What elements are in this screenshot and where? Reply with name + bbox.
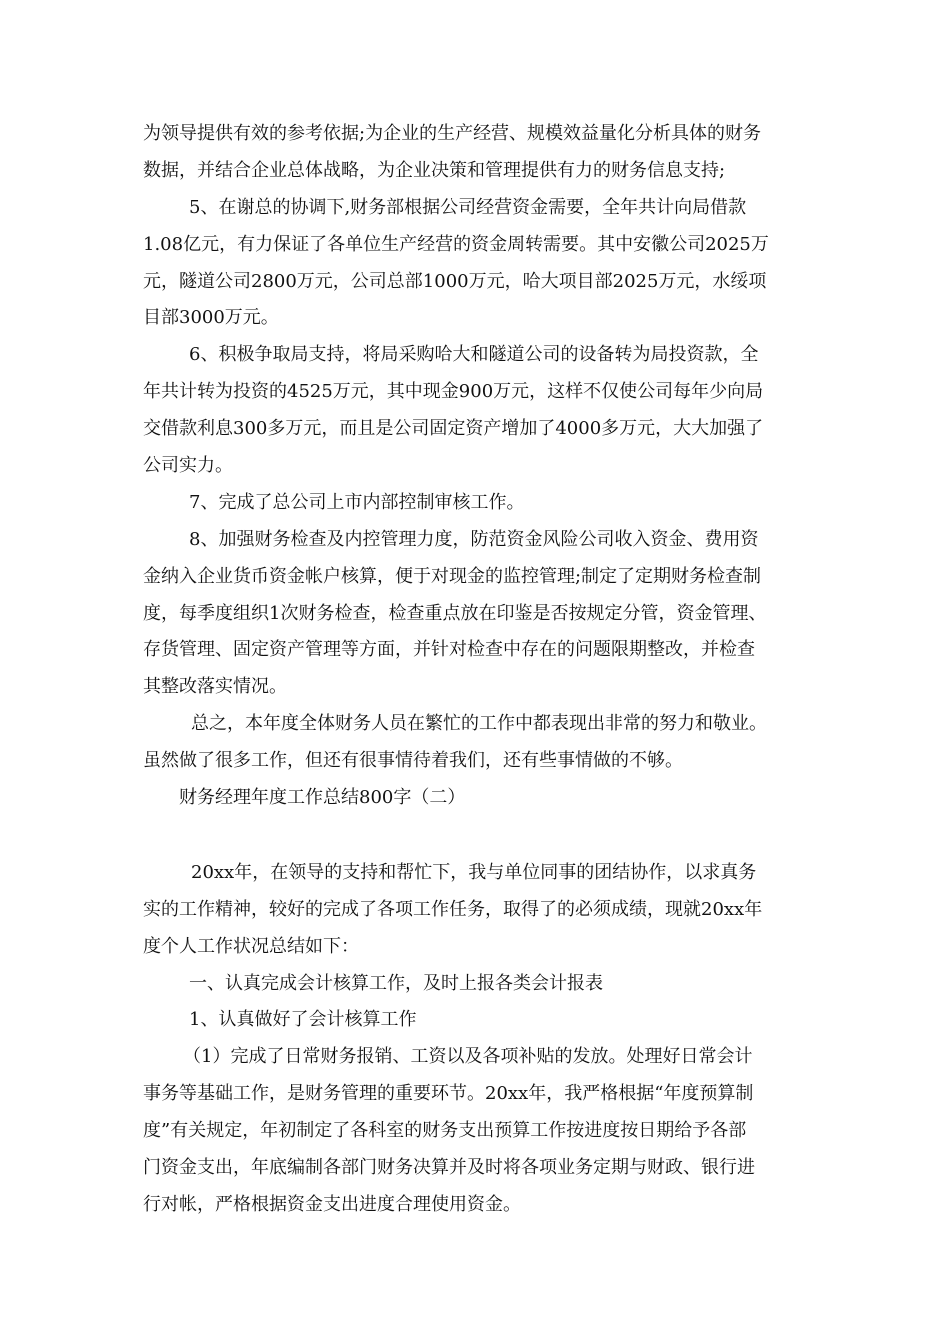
subheading-1: 一、认真完成会计核算工作，及时上报各类会计报表 xyxy=(189,972,603,994)
text-line: 虽然做了很多工作，但还有很事情待着我们，还有些事情做的不够。 xyxy=(143,750,683,772)
text-line-item-1-1: （1）完成了日常财务报销、工资以及各项补贴的发放。处理好日常会计 xyxy=(183,1046,753,1068)
text-line: 元，隧道公司2800万元，公司总部1000万元，哈大项目部2025万元，水绥项 xyxy=(143,270,767,292)
text-line-item-6: 6、积极争取局支持，将局采购哈大和隧道公司的设备转为局投资款，全 xyxy=(189,344,759,366)
text-line: 度”有关规定，年初制定了各科室的财务支出预算工作按进度按日期给予各部 xyxy=(143,1120,747,1142)
blank-gap xyxy=(143,817,807,855)
text-line-item-5: 5、在谢总的协调下,财务部根据公司经营资金需要，全年共计向局借款 xyxy=(189,196,747,218)
text-line: 行对帐，严格根据资金支出进度合理使用资金。 xyxy=(143,1193,521,1215)
subheading-1-1: 1、认真做好了会计核算工作 xyxy=(189,1009,417,1031)
text-line: 门资金支出，年底编制各部门财务决算并及时将各项业务定期与财政、银行进 xyxy=(143,1157,755,1179)
text-line-item-7: 7、完成了总公司上市内部控制审核工作。 xyxy=(189,491,525,513)
text-line: 为领导提供有效的参考依据;为企业的生产经营、规模效益量化分析具体的财务 xyxy=(143,123,762,144)
text-line: 实的工作精神，较好的完成了各项工作任务，取得了的必须成绩，现就20xx年 xyxy=(143,898,763,920)
text-line: 目部3000万元。 xyxy=(143,307,279,329)
text-line-item-8: 8、加强财务检查及内控管理力度，防范资金风险公司收入资金、费用资 xyxy=(189,528,759,550)
text-line: 1.08亿元，有力保证了各单位生产经营的资金周转需要。其中安徽公司2025万 xyxy=(143,233,769,255)
text-line-summary: 总之，本年度全体财务人员在繁忙的工作中都表现出非常的努力和敬业。 xyxy=(191,713,767,735)
text-line: 金纳入企业货币资金帐户核算，便于对现金的监控管理;制定了定期财务检查制 xyxy=(143,565,762,587)
text-line: 公司实力。 xyxy=(143,455,233,477)
text-line-intro: 20xx年，在领导的支持和帮忙下，我与单位同事的团结协作，以求真务 xyxy=(191,861,757,883)
text-line: 事务等基础工作，是财务管理的重要环节。20xx年，我严格根据“年度预算制 xyxy=(143,1083,754,1105)
text-line: 数据，并结合企业总体战略，为企业决策和管理提供有力的财务信息支持; xyxy=(143,159,726,181)
text-line: 度个人工作状况总结如下： xyxy=(143,935,359,957)
text-line: 年共计转为投资的4525万元，其中现金900万元，这样不仅使公司每年少向局 xyxy=(143,381,764,403)
section-heading: 财务经理年度工作总结800字（二） xyxy=(179,787,466,809)
text-line: 其整改落实情况。 xyxy=(143,676,287,698)
text-line: 存货管理、固定资产管理等方面，并针对检查中存在的问题限期整改，并检查 xyxy=(143,639,755,661)
document-body xyxy=(143,116,807,1224)
text-line: 度，每季度组织1次财务检查，检查重点放在印鉴是否按规定分管，资金管理、 xyxy=(143,602,767,624)
text-line: 交借款利息300多万元，而且是公司固定资产增加了4000多万元，大大加强了 xyxy=(143,418,764,440)
